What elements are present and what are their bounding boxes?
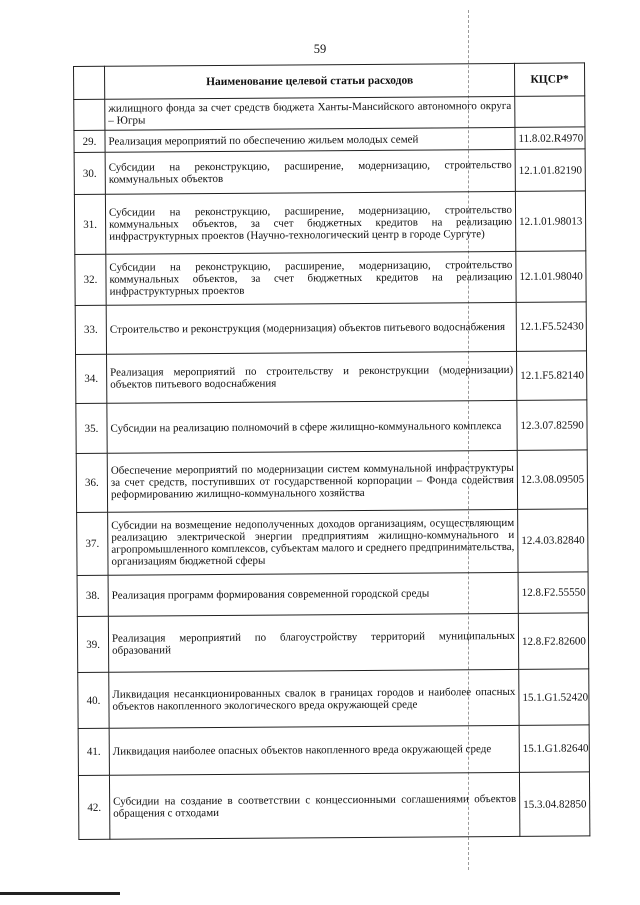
row-number: 34.	[76, 354, 107, 403]
row-name: Ликвидация несанкционированных свалок в границах городов и наиболее опасных объектов накопленного экологического вреда окружающей среде	[109, 669, 519, 728]
row-code: 12.1.F5.52430	[516, 302, 586, 351]
row-number	[74, 99, 105, 130]
row-name: Реализация мероприятий по обеспечению жильем молодых семей	[105, 127, 515, 152]
table-row	[78, 772, 589, 840]
header-name: Наименование целевой статьи расходов	[105, 63, 515, 99]
header-code: КЦСР*	[514, 63, 584, 96]
header-number	[74, 66, 105, 99]
row-number: 36.	[76, 453, 107, 512]
row-code: 12.3.07.82590	[517, 400, 587, 450]
table-row	[78, 725, 589, 776]
row-code: 15.1.G1.82640	[519, 725, 589, 772]
row-number: 40.	[78, 672, 109, 728]
row-name: Реализация программ формирования современной городской среды	[108, 572, 518, 616]
table-row	[75, 302, 586, 355]
row-number: 30.	[74, 152, 105, 194]
row-code: 15.1.G1.52420	[519, 669, 589, 725]
row-code: 12.1.01.98013	[515, 191, 585, 251]
row-name: Субсидии на возмещение недополученных доходов организациям, осуществляющим реализацию электрической энергии предприятиям жилищно-коммунального и агропромышленного комплексов, субъектам малого и среднего предпринимательства, организациям бюджетной сферы	[108, 509, 518, 575]
table-row	[76, 400, 587, 454]
row-name: Обеспечение мероприятий по модернизации систем коммунальной инфраструктуры за счет средств, поступивших от государственной корпорации – Фонда содействия реформированию жилищно-коммунального хозяйства	[107, 450, 517, 512]
row-code: 12.8.F2.82600	[518, 613, 588, 669]
table-row	[76, 450, 587, 513]
table-header-row	[74, 63, 585, 100]
row-name: Ликвидация наиболее опасных объектов накопленного вреда окружающей среде	[109, 725, 519, 775]
row-code: 12.1.01.98040	[516, 251, 586, 302]
row-name: Субсидии на создание в соответствии с концессионными соглашениями объектов обращения с отходами	[109, 772, 519, 839]
row-number: 41.	[78, 728, 109, 775]
row-name: Субсидии на реконструкцию, расширение, модернизацию, строительство коммунальных объектов	[105, 149, 515, 194]
row-name: жилищного фонда за счет средств бюджета Ханты-Мансийского автономного округа – Югры	[105, 96, 515, 130]
row-number: 31.	[74, 194, 105, 254]
table-row	[77, 572, 588, 617]
row-code: 15.3.04.82850	[519, 772, 589, 836]
table-row	[76, 351, 587, 404]
row-code: 11.8.02.R4970	[515, 127, 585, 149]
row-name: Субсидии на реконструкцию, расширение, модернизацию, строительство коммунальных объектов, за счет бюджетных кредитов на реализацию инфраструктурных проектов (Научно-технологический центр в городе Сургуте)	[105, 191, 515, 254]
row-number: 33.	[75, 305, 106, 354]
row-number: 35.	[76, 403, 107, 453]
row-number: 32.	[75, 254, 106, 305]
row-code: 12.3.08.09505	[517, 450, 587, 509]
table-row	[78, 669, 589, 729]
table-row	[77, 613, 588, 673]
table-row	[74, 96, 585, 131]
row-code: 12.4.03.82840	[518, 509, 588, 572]
page-number: 59	[313, 42, 327, 56]
row-code: 12.1.F5.82140	[517, 351, 587, 400]
row-code: 12.1.01.82190	[515, 149, 585, 191]
table-row	[74, 149, 585, 195]
row-code: 12.8.F2.55550	[518, 572, 588, 613]
row-number: 38.	[77, 575, 108, 616]
row-name: Субсидии на реконструкцию, расширение, модернизацию, строительство коммунальных объектов, за счет бюджетных кредитов на реализацию инфраструктурных проектов	[106, 251, 516, 305]
table-row	[77, 509, 588, 576]
row-number: 37.	[77, 512, 108, 575]
table-row	[75, 251, 586, 306]
row-number: 42.	[78, 775, 109, 839]
scan-edge-mark	[0, 892, 120, 895]
row-number: 29.	[74, 130, 105, 152]
budget-items-table	[73, 62, 590, 840]
row-name: Строительство и реконструкция (модернизация) объектов питьевого водоснабжения	[106, 302, 516, 354]
row-name: Реализация мероприятий по благоустройству территорий муниципальных образований	[108, 613, 518, 672]
row-code	[515, 96, 585, 127]
row-number: 39.	[77, 616, 108, 672]
row-name: Реализация мероприятий по строительству и реконструкции (модернизации) объектов питьевого водоснабжения	[107, 351, 517, 403]
table-row	[74, 191, 585, 255]
row-name: Субсидии на реализацию полномочий в сфере жилищно-коммунального комплекса	[107, 400, 517, 453]
